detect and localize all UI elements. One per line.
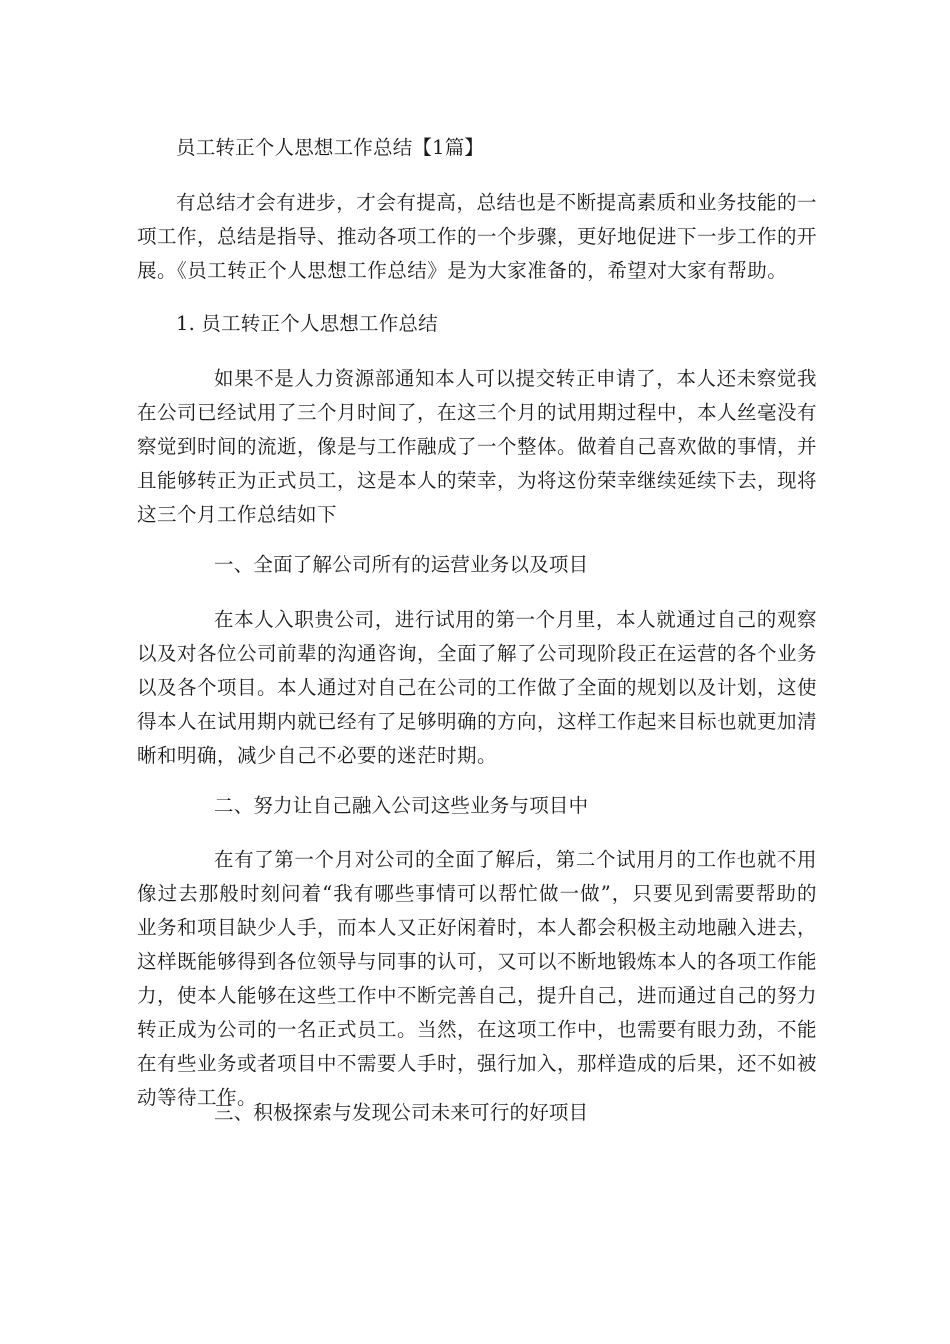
- intro-paragraph: 有总结才会有进步，才会有提高，总结也是不断提高素质和业务技能的一项工作，总结是指导、推动各项工作的一个步骤，更好地促进下一步工作的开展。《员工转正个人思想工作总结》是为大家准备的，希望对大家有帮助。: [137, 191, 818, 282]
- subheading-1: 一、全面了解公司所有的运营业务以及项目: [214, 553, 589, 576]
- document-title: 员工转正个人思想工作总结【1篇】: [176, 136, 485, 159]
- body-paragraph-2: 在本人入职贵公司，进行试用的第一个月里，本人就通过自己的观察以及对各位公司前辈的沟通咨询，全面了解了公司现阶段正在运营的各个业务以及各个项目。本人通过对自己在公司的工作做了全面的规划以及计划，这使得本人在试用期内就已经有了足够明确的方向，这样工作起来目标也就更加清晰和明确，减少自己不必要的迷茫时期。: [137, 608, 818, 767]
- subheading-2: 二、努力让自己融入公司这些业务与项目中: [214, 794, 589, 817]
- body-paragraph-3: 在有了第一个月对公司的全面了解后，第二个试用月的工作也就不用像过去那般时刻问着“我有哪些事情可以帮忙做一做”，只要见到需要帮助的业务和项目缺少人手，而本人又正好闲着时，本人都会积极主动地融入进去，这样既能够得到各位领导与同事的认可，又可以不断地锻炼本人的各项工作能力，使本人能够在这些工作中不断完善自己，提升自己，进而通过自己的努力转正成为公司的一名正式员工。当然，在这项工作中，也需要有眼力劲，不能在有些业务或者项目中不需要人手时，强行加入，那样造成的后果，还不如被动等待工作。: [137, 848, 818, 1109]
- body-paragraph-1: 如果不是人力资源部通知本人可以提交转正申请了，本人还未察觉我在公司已经试用了三个月时间了，在这三个月的试用期过程中，本人丝毫没有察觉到时间的流逝，像是与工作融成了一个整体。做着自己喜欢做的事情，并且能够转正为正式员工，这是本人的荣幸，为将这份荣幸继续延续下去，现将这三个月工作总结如下: [137, 367, 818, 526]
- subheading-3: 三、积极探索与发现公司未来可行的好项目: [214, 1101, 589, 1124]
- section-heading: 1. 员工转正个人思想工作总结: [176, 312, 438, 335]
